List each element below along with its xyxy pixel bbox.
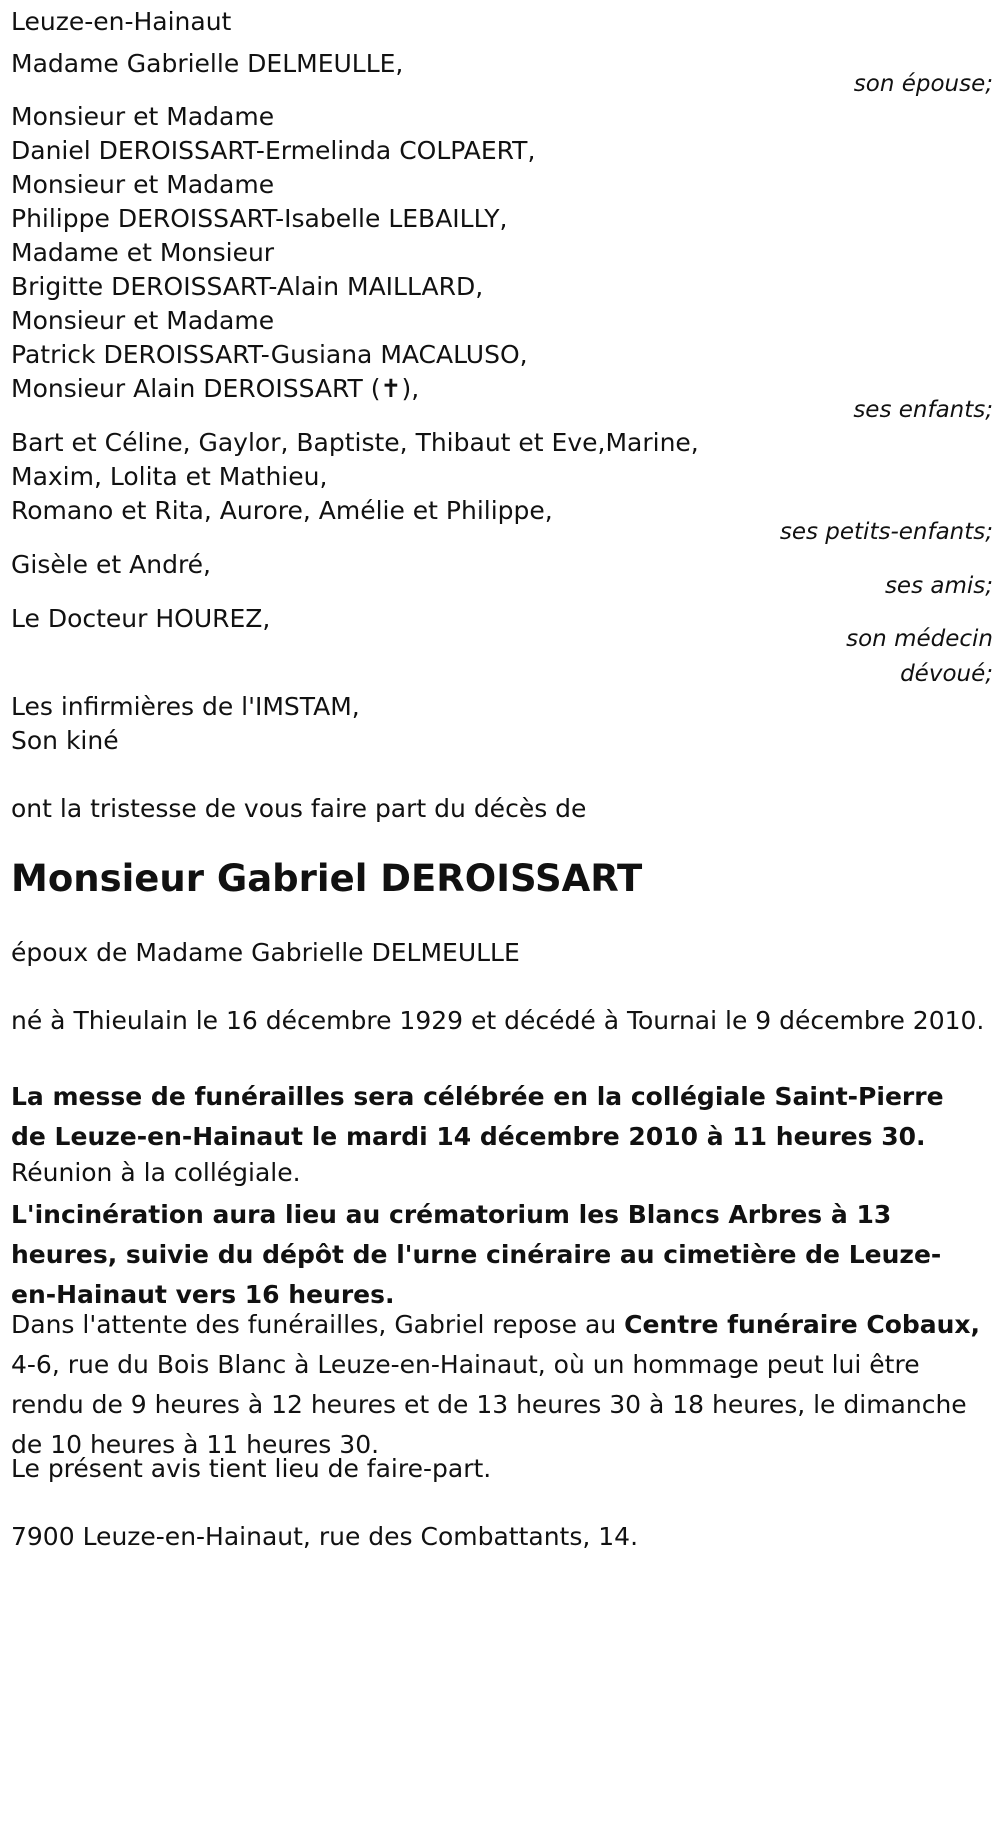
notice-text: Le présent avis tient lieu de faire-part. <box>11 1454 492 1483</box>
children-line-3: Monsieur et Madame <box>11 170 275 199</box>
location-header: Leuze-en-Hainaut <box>11 7 232 36</box>
address-text: 7900 Leuze-en-Hainaut, rue des Combattants, 14. <box>11 1522 639 1551</box>
spouse-role: son épouse; <box>853 71 993 97</box>
birth-death-text: né à Thieulain le 16 décembre 1929 et décédé à Tournai le 9 décembre 2010. <box>11 1006 985 1035</box>
doctor-role-line-1: son médecin <box>846 626 993 652</box>
friends-role: ses amis; <box>884 573 993 599</box>
grandchildren-line-3: Romano et Rita, Aurore, Amélie et Philippe, <box>11 496 553 525</box>
physio-line: Son kiné <box>11 726 119 755</box>
children-line-8: Patrick DEROISSART-Gusiana MACALUSO, <box>11 340 528 369</box>
announcement-text: ont la tristesse de vous faire part du décès de <box>11 794 587 823</box>
spouse-name: Madame Gabrielle DELMEULLE, <box>11 49 404 78</box>
children-line-9: Monsieur Alain DEROISSART (✝), <box>11 374 420 403</box>
children-line-7: Monsieur et Madame <box>11 306 275 335</box>
rest-paragraph <box>11 1305 986 1465</box>
friends-name: Gisèle et André, <box>11 550 211 579</box>
nurses-line: Les infirmières de l'IMSTAM, <box>11 692 360 721</box>
doctor-role-line-2: dévoué; <box>900 661 993 687</box>
deceased-name: Monsieur Gabriel DEROISSART <box>11 857 643 900</box>
cremation-text: L'incinération aura lieu au crématorium les Blancs Arbres à 13 heures, suivie du dépôt de l'urne cinéraire au cimetière de Leuze-en-Hainaut vers 16 heures. <box>11 1200 942 1309</box>
grandchildren-line-1: Bart et Céline, Gaylor, Baptiste, Thibaut et Eve,Marine, <box>11 428 699 457</box>
funeral-mass-text: La messe de funérailles sera célébrée en la collégiale Saint-Pierre de Leuze-en-Hainaut le mardi 14 décembre 2010 à 11 heures 30. <box>11 1082 944 1151</box>
spouse-of-text: époux de Madame Gabrielle DELMEULLE <box>11 938 520 967</box>
grandchildren-role: ses petits-enfants; <box>779 519 993 545</box>
children-line-2: Daniel DEROISSART-Ermelinda COLPAERT, <box>11 136 536 165</box>
children-line-5: Madame et Monsieur <box>11 238 275 267</box>
rest-details: 4-6, rue du Bois Blanc à Leuze-en-Hainaut, où un hommage peut lui être rendu de 9 heures à 12 heures et de 13 heures 30 à 18 heures, le dimanche de 10 heures à 11 heures 30. <box>11 1350 967 1459</box>
grandchildren-line-2: Maxim, Lolita et Mathieu, <box>11 462 328 491</box>
meeting-text: Réunion à la collégiale. <box>11 1158 301 1187</box>
funeral-home-name: Centre funéraire Cobaux, <box>624 1310 981 1339</box>
children-line-4: Philippe DEROISSART-Isabelle LEBAILLY, <box>11 204 508 233</box>
children-role: ses enfants; <box>853 397 993 423</box>
children-line-1: Monsieur et Madame <box>11 102 275 131</box>
doctor-name: Le Docteur HOUREZ, <box>11 604 271 633</box>
children-line-6: Brigitte DEROISSART-Alain MAILLARD, <box>11 272 484 301</box>
rest-intro: Dans l'attente des funérailles, Gabriel repose au <box>11 1310 625 1339</box>
